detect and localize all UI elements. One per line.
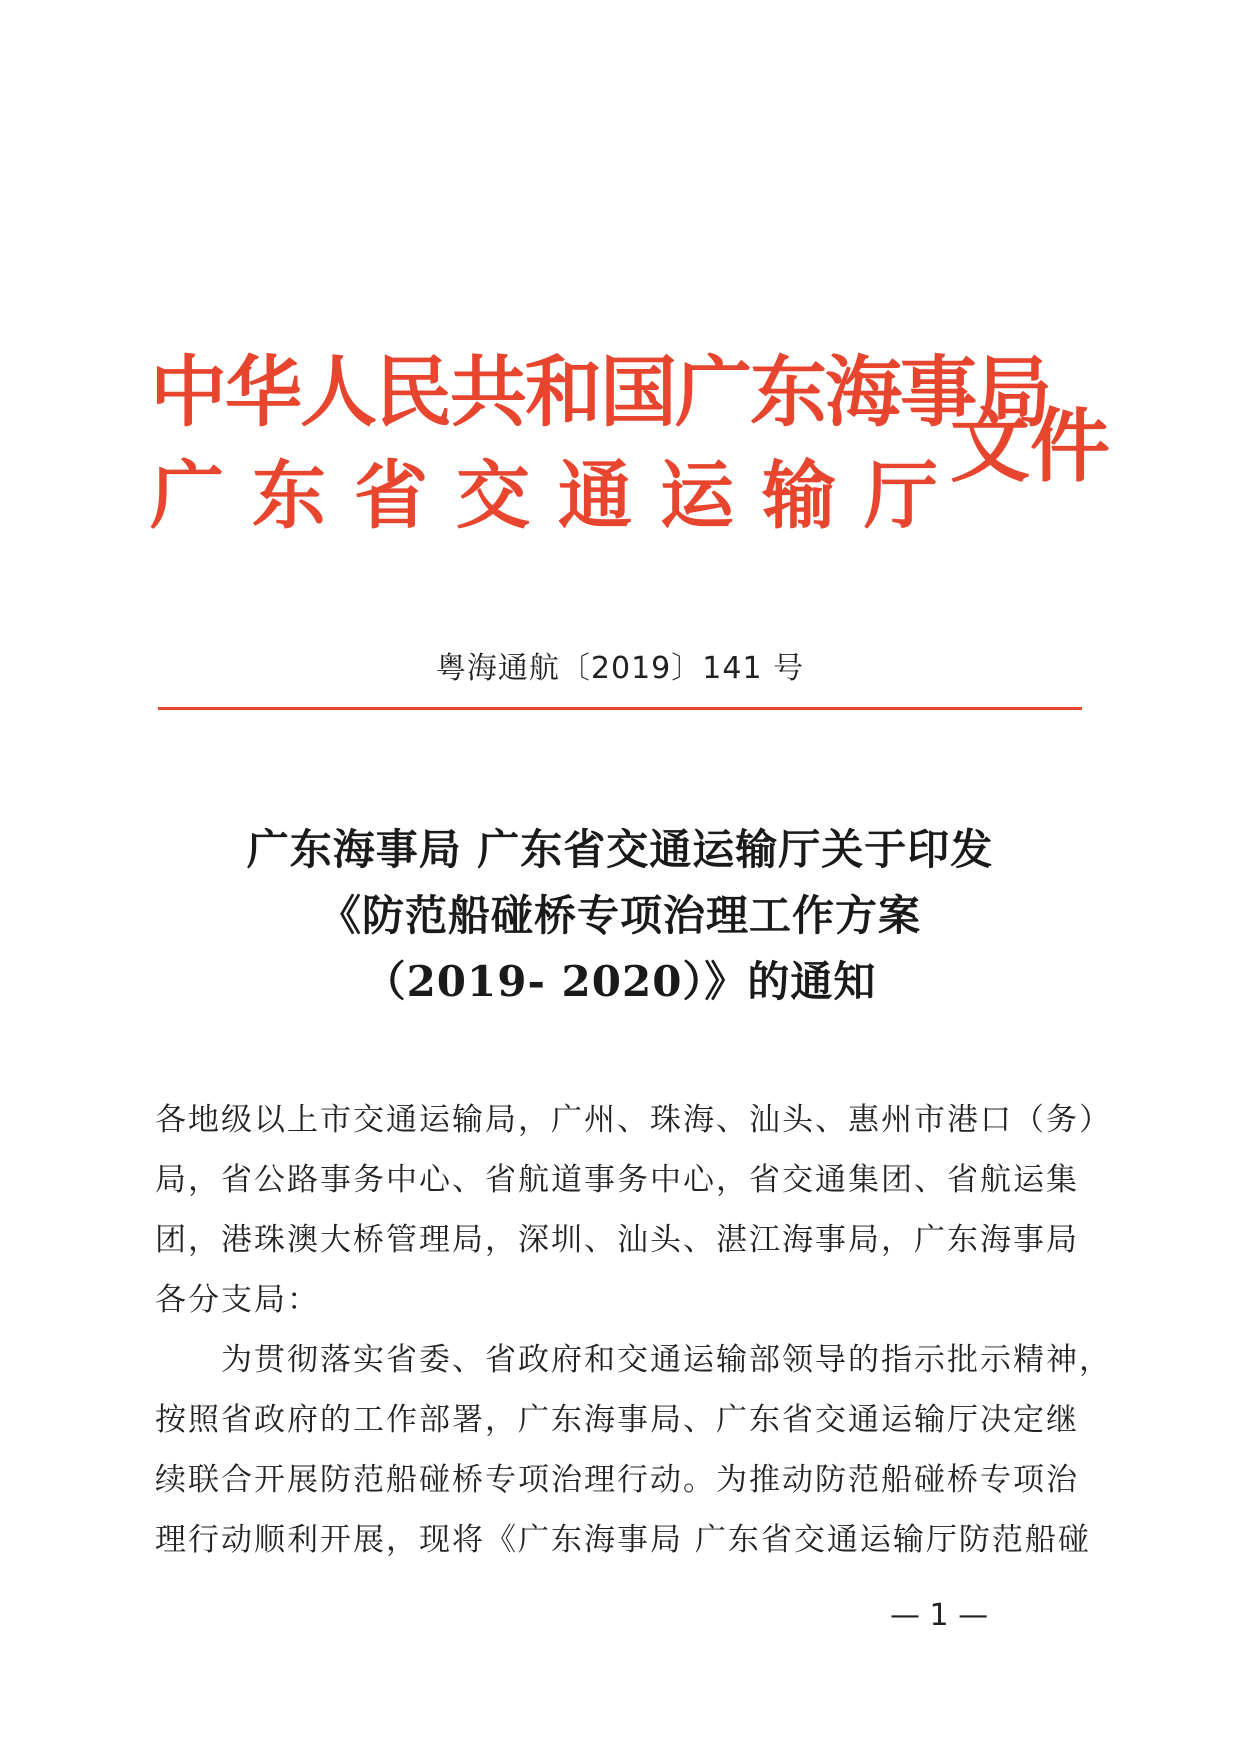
issuer-line-2: 广东省交通运输厅 [150,453,966,539]
addressee-line: 局，省公路事务中心、省航道事务中心，省交通集团、省航运集 [155,1162,1079,1198]
document-title [150,817,1090,1015]
document-word: 文件 [950,399,1110,493]
paragraph-line: 为贯彻落实省委、省政府和交通运输部领导的指示批示精神， [221,1342,1112,1378]
title-line-3: （2019- 2020）》的通知 [363,957,877,1006]
document-body [155,1090,1112,1570]
paragraph-line: 续联合开展防范船碰桥专项治理行动。为推动防范船碰桥专项治 [155,1462,1079,1498]
addressee-line: 各分支局： [155,1282,320,1318]
paragraph-line: 按照省政府的工作部署，广东海事局、广东省交通运输厅决定继 [155,1402,1079,1438]
addressee-line: 各地级以上市交通运输局，广州、珠海、汕头、惠州市港口（务） [155,1102,1112,1138]
issuer-line-1: 中华人民共和国广东海事局 [150,348,1050,438]
title-line-1: 广东海事局 广东省交通运输厅关于印发 [246,825,994,874]
paragraph-line: 理行动顺利开展，现将《广东海事局 广东省交通运输厅防范船碰 [155,1522,1091,1558]
title-line-2: 《防范船碰桥专项治理工作方案 [318,891,921,940]
red-divider [158,707,1082,710]
red-header [150,348,1110,555]
document-number: 粤海通航〔2019〕141 号 [435,651,805,686]
addressee-line: 团，港珠澳大桥管理局，深圳、汕头、湛江海事局，广东海事局 [155,1222,1079,1258]
page-number: — 1 — [890,1598,989,1633]
